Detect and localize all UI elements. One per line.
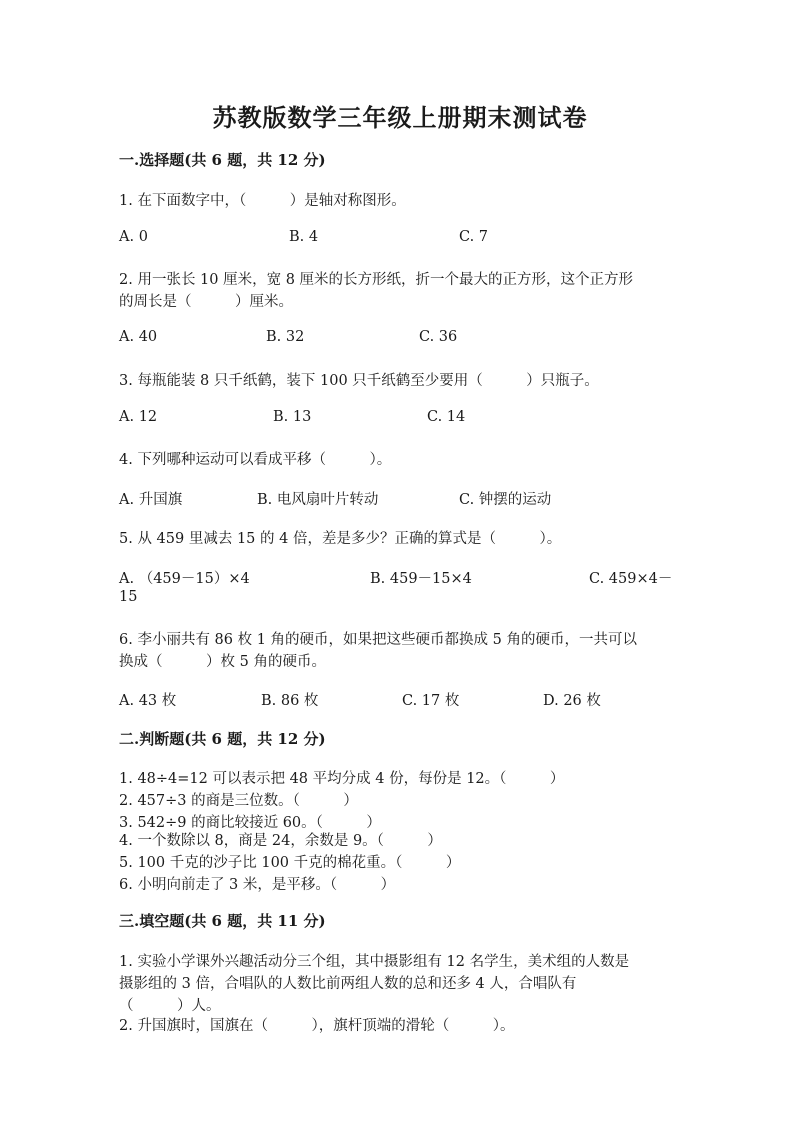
option-c: C. 459×4－ [589, 571, 673, 587]
option-a: A. 43 枚 [119, 693, 177, 709]
judgment-item: 4. 一个数除以 8，商是 24，余数是 9。（ ） [119, 833, 442, 849]
fill-question-text: 1. 实验小学课外兴趣活动分三个组，其中摄影组有 12 名学生，美术组的人数是 [119, 954, 630, 970]
option-a: A. 升国旗 [119, 492, 183, 508]
section-heading-fill-blank: 三.填空题(共 6 题，共 11 分) [119, 912, 326, 930]
option-d: D. 26 枚 [543, 693, 601, 709]
option-c: C. 36 [419, 329, 458, 345]
section-heading-judgment: 二.判断题(共 6 题，共 12 分) [119, 730, 326, 748]
judgment-item: 6. 小明向前走了 3 米，是平移。（ ） [119, 877, 396, 893]
option-b: B. 13 [273, 409, 312, 425]
option-a: A. 12 [119, 409, 158, 425]
option-c: C. 钟摆的运动 [459, 492, 552, 508]
option-c: C. 7 [459, 229, 489, 245]
question-text: 3. 每瓶能装 8 只千纸鹤，装下 100 只千纸鹤至少要用（ ）只瓶子。 [119, 373, 599, 389]
question-text: 4. 下列哪种运动可以看成平移（ ）。 [119, 452, 392, 468]
option-b: B. 32 [266, 329, 305, 345]
fill-question-text: 2. 升国旗时，国旗在（ ），旗杆顶端的滑轮（ ）。 [119, 1018, 515, 1034]
section-heading-choice: 一.选择题(共 6 题，共 12 分) [119, 151, 326, 169]
judgment-item: 3. 542÷9 的商比较接近 60。（ ） [119, 815, 381, 831]
option-b: B. 电风扇叶片转动 [257, 492, 379, 508]
option-a: A. 40 [119, 329, 158, 345]
question-text: 换成（ ）枚 5 角的硬币。 [119, 654, 326, 670]
question-text: 5. 从 459 里减去 15 的 4 倍，差是多少？正确的算式是（ ）。 [119, 531, 562, 547]
judgment-item: 1. 48÷4=12 可以表示把 48 平均分成 4 份，每份是 12。（ ） [119, 771, 565, 787]
option-a: A. 0 [119, 229, 148, 245]
fill-question-text: 摄影组的 3 倍，合唱队的人数比前两组人数的总和还多 4 人，合唱队有 [119, 976, 577, 992]
question-text: 1. 在下面数字中，（ ）是轴对称图形。 [119, 193, 406, 209]
option-a: A. （459－15）×4 [119, 571, 250, 587]
question-text: 2. 用一张长 10 厘米，宽 8 厘米的长方形纸，折一个最大的正方形，这个正方形 [119, 272, 634, 288]
option-b: B. 459－15×4 [370, 571, 472, 587]
judgment-item: 2. 457÷3 的商是三位数。（ ） [119, 793, 358, 809]
option-c: C. 14 [427, 409, 466, 425]
question-text: 6. 李小丽共有 86 枚 1 角的硬币，如果把这些硬币都换成 5 角的硬币，一共可以 [119, 632, 637, 648]
page-title: 苏教版数学三年级上册期末测试卷 [212, 103, 588, 132]
fill-question-text: （ ）人。 [119, 998, 221, 1014]
question-text: 的周长是（ ）厘米。 [119, 294, 293, 310]
option-c: C. 17 枚 [402, 693, 460, 709]
option-c-continued: 15 [119, 589, 138, 605]
option-b: B. 4 [289, 229, 319, 245]
option-b: B. 86 枚 [261, 693, 319, 709]
judgment-item: 5. 100 千克的沙子比 100 千克的棉花重。（ ） [119, 855, 461, 871]
